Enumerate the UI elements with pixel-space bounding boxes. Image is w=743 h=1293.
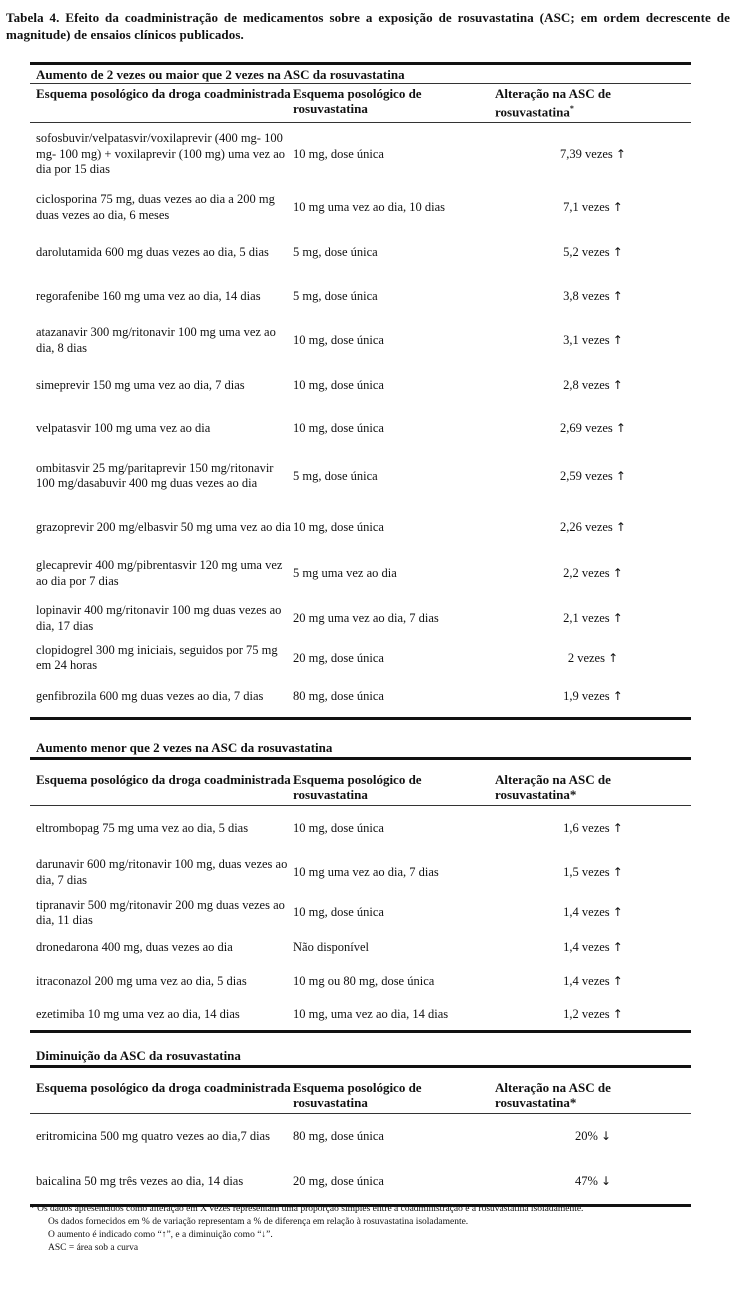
footnote-asc: ASC = área sob a curva [48, 1243, 139, 1253]
cell-drug: grazoprevir 200 mg/elbasvir 50 mg uma vez ao dia [36, 520, 291, 535]
arrow-up-icon: ↑ [612, 1007, 623, 1022]
change-value: 7,39 vezes [560, 146, 613, 161]
header-change: Alteração na ASC de rosuvastatina* [495, 772, 611, 802]
cell-dose: 20 mg, dose única [293, 1174, 384, 1189]
cell-dose: 10 mg, dose única [293, 420, 384, 435]
table-row [30, 123, 691, 185]
cell-drug: sofosbuvir/velpatasvir/voxilaprevir (400 mg- 100 mg- 100 mg) + voxilaprevir (100 mg) uma vez ao dia por 15 dias [36, 131, 285, 177]
cell-drug: lopinavir 400 mg/ritonavir 100 mg duas vezes ao dia, 17 dias [36, 603, 282, 633]
change-value: 1,4 vezes [563, 973, 610, 988]
header-dose: Esquema posológico de rosuvastatina [293, 772, 422, 802]
cell-dose: 5 mg uma vez ao dia [293, 566, 397, 581]
table-row [30, 504, 691, 551]
header-change-text: Alteração na ASC de rosuvastatina [495, 86, 611, 120]
cell-dose: 80 mg, dose única [293, 688, 384, 703]
table-row [30, 596, 691, 641]
table-row [30, 408, 691, 448]
arrow-up-icon: ↑ [612, 244, 623, 259]
change-value: 1,5 vezes [563, 864, 610, 879]
arrow-up-icon: ↑ [612, 821, 623, 836]
header-drug: Esquema posológico da droga coadministrada [36, 86, 291, 101]
cell-change [495, 1007, 691, 1023]
cell-dose: 5 mg, dose única [293, 244, 378, 259]
header-row [30, 760, 691, 805]
arrow-up-icon: ↑ [612, 333, 623, 348]
arrow-up-icon: ↑ [615, 420, 626, 435]
cell-dose: 10 mg, uma vez ao dia, 14 dias [293, 1007, 449, 1022]
cell-dose: 10 mg uma vez ao dia, 10 dias [293, 200, 446, 215]
change-value: 2 vezes [567, 650, 605, 665]
cell-dose: 80 mg, dose única [293, 1129, 384, 1144]
section-increase-2x [30, 62, 691, 720]
header-change [495, 86, 691, 119]
cell-change [495, 974, 691, 990]
cell-change [495, 333, 691, 349]
rows-section-3 [30, 1114, 691, 1204]
cell-drug: baicalina 50 mg três vezes ao dia, 14 dias [36, 1174, 244, 1189]
cell-change [495, 611, 691, 627]
cell-change [495, 200, 691, 216]
table-row [30, 230, 691, 274]
arrow-up-icon: ↑ [612, 611, 623, 626]
header-row [30, 1068, 691, 1113]
arrow-up-icon: ↑ [612, 688, 623, 703]
change-value: 2,8 vezes [563, 378, 610, 393]
cell-change [495, 378, 691, 394]
cell-change [495, 1174, 691, 1190]
cell-dose: 10 mg, dose única [293, 333, 384, 348]
cell-change [495, 865, 691, 881]
cell-drug: dronedarona 400 mg, duas vezes ao dia [36, 940, 233, 955]
change-value: 5,2 vezes [563, 244, 610, 259]
change-value: 2,2 vezes [563, 566, 610, 581]
table-row [30, 933, 691, 963]
arrow-up-icon: ↑ [612, 973, 623, 988]
cell-drug: simeprevir 150 mg uma vez ao dia, 7 dias [36, 378, 245, 393]
cell-dose: Não disponível [293, 940, 370, 955]
arrow-up-icon: ↑ [612, 378, 623, 393]
table-row [30, 1000, 691, 1030]
arrow-up-icon: ↑ [612, 940, 623, 955]
cell-dose: 10 mg, dose única [293, 378, 384, 393]
change-value: 1,2 vezes [563, 1007, 610, 1022]
cell-dose: 20 mg uma vez ao dia, 7 dias [293, 611, 439, 626]
cell-change [495, 289, 691, 305]
change-value: 2,69 vezes [560, 420, 613, 435]
cell-change [495, 689, 691, 705]
cell-drug: tipranavir 500 mg/ritonavir 200 mg duas vezes ao dia, 11 dias [36, 897, 285, 927]
header-dose: Esquema posológico de rosuvastatina [293, 1080, 422, 1110]
rows-section-1 [30, 123, 691, 717]
table-row [30, 1114, 691, 1160]
cell-dose: 10 mg, dose única [293, 146, 384, 161]
cell-drug: darolutamida 600 mg duas vezes ao dia, 5 dias [36, 244, 269, 259]
cell-change [495, 1129, 691, 1145]
arrow-up-icon: ↑ [612, 566, 623, 581]
table-row [30, 318, 691, 363]
table-row [30, 893, 691, 933]
cell-dose: 5 mg, dose única [293, 288, 378, 303]
cell-drug: ciclosporina 75 mg, duas vezes ao dia a 200 mg duas vezes ao dia, 6 meses [36, 192, 275, 222]
arrow-up-icon: ↑ [612, 288, 623, 303]
cell-change [495, 147, 691, 163]
table-row [30, 363, 691, 408]
cell-drug: glecaprevir 400 mg/pibrentasvir 120 mg uma vez ao dia por 7 dias [36, 558, 283, 588]
table-row [30, 274, 691, 318]
arrow-up-icon: ↑ [615, 146, 626, 161]
cell-drug: itraconazol 200 mg uma vez ao dia, 5 dias [36, 973, 247, 988]
change-value: 3,8 vezes [563, 288, 610, 303]
bottom-rule [30, 1030, 691, 1033]
cell-drug: genfibrozila 600 mg duas vezes ao dia, 7 dias [36, 688, 264, 703]
cell-change [495, 905, 691, 921]
arrow-up-icon: ↑ [612, 200, 623, 215]
cell-drug: atazanavir 300 mg/ritonavir 100 mg uma vez ao dia, 8 dias [36, 325, 276, 355]
header-drug: Esquema posológico da droga coadministrada [36, 1080, 291, 1095]
cell-change [495, 520, 691, 536]
section-title: Aumento menor que 2 vezes na ASC da rosuvastatina [36, 740, 333, 755]
change-value: 1,4 vezes [563, 905, 610, 920]
section-title: Diminuição da ASC da rosuvastatina [36, 1048, 241, 1063]
change-value: 7,1 vezes [563, 200, 610, 215]
footnote-arrows: O aumento é indicado como “↑”, e a diminuição como “↓”. [48, 1230, 273, 1240]
arrow-up-icon: ↑ [615, 520, 626, 535]
section-decrease [30, 1046, 691, 1207]
cell-drug: ombitasvir 25 mg/paritaprevir 150 mg/ritonavir 100 mg/dasabuvir 400 mg duas vezes ao dia [36, 460, 274, 491]
cell-dose: 20 mg, dose única [293, 650, 384, 665]
arrow-up-icon: ↑ [608, 650, 619, 665]
cell-drug: clopidogrel 300 mg iniciais, seguidos por 75 mg em 24 horas [36, 642, 278, 673]
table-row [30, 185, 691, 230]
table-caption: Tabela 4. Efeito da coadministração de medicamentos sobre a exposição de rosuvastatina (ASC; em ordem decrescente de magnitude) de ensaios clínicos publicados. [6, 10, 730, 42]
cell-drug: eltrombopag 75 mg uma vez ao dia, 5 dias [36, 821, 249, 836]
header-row [30, 84, 691, 122]
header-drug: Esquema posológico da droga coadministrada [36, 772, 291, 787]
cell-change [495, 421, 691, 437]
section-increase-less-2x [30, 738, 691, 1033]
table-row [30, 641, 691, 675]
table-row [30, 963, 691, 1000]
change-value: 3,1 vezes [563, 333, 610, 348]
change-value: 20% [574, 1129, 598, 1144]
header-change: Alteração na ASC de rosuvastatina* [495, 1080, 611, 1110]
cell-change [495, 245, 691, 261]
arrow-up-icon: ↑ [612, 864, 623, 879]
table-row [30, 448, 691, 504]
table-row [30, 551, 691, 596]
arrow-down-icon: ↓ [600, 1174, 612, 1189]
footnote-ratio: * Os dados apresentados como alteração em X vezes representam uma proporção simples entre a coadministração e a rosuvastatina isoladamente. [30, 1204, 584, 1214]
cell-dose: 10 mg, dose única [293, 520, 384, 535]
change-value: 1,9 vezes [563, 688, 610, 703]
cell-drug: ezetimiba 10 mg uma vez ao dia, 14 dias [36, 1007, 240, 1022]
table-row [30, 806, 691, 852]
cell-change [495, 821, 691, 837]
table-row [30, 852, 691, 893]
cell-drug: regorafenibe 160 mg uma vez ao dia, 14 dias [36, 288, 261, 303]
change-value: 2,1 vezes [563, 611, 610, 626]
arrow-up-icon: ↑ [615, 468, 626, 483]
rows-section-2 [30, 806, 691, 1030]
header-change-sup: * [569, 104, 574, 113]
footnote-percent: Os dados fornecidos em % de variação representam a % de diferença em relação à rosuvastatina isoladamente. [48, 1217, 469, 1227]
cell-drug: eritromicina 500 mg quatro vezes ao dia,7 dias [36, 1129, 270, 1144]
footnotes [30, 1203, 730, 1255]
cell-drug: velpatasvir 100 mg uma vez ao dia [36, 420, 211, 435]
cell-dose: 5 mg, dose única [293, 468, 378, 483]
table-row [30, 1160, 691, 1204]
change-value: 1,6 vezes [563, 821, 610, 836]
change-value: 2,26 vezes [560, 520, 613, 535]
cell-change [495, 651, 691, 667]
cell-change [495, 469, 691, 485]
cell-dose: 10 mg uma vez ao dia, 7 dias [293, 864, 439, 879]
arrow-down-icon: ↓ [600, 1129, 612, 1144]
arrow-up-icon: ↑ [612, 905, 623, 920]
change-value: 1,4 vezes [563, 940, 610, 955]
cell-change [495, 566, 691, 582]
bottom-rule [30, 717, 691, 720]
cell-dose: 10 mg ou 80 mg, dose única [293, 973, 435, 988]
change-value: 2,59 vezes [560, 468, 613, 483]
header-dose: Esquema posológico de rosuvastatina [293, 86, 422, 116]
cell-dose: 10 mg, dose única [293, 905, 384, 920]
section-title: Aumento de 2 vezes ou maior que 2 vezes na ASC da rosuvastatina [36, 67, 405, 82]
cell-dose: 10 mg, dose única [293, 821, 384, 836]
cell-drug: darunavir 600 mg/ritonavir 100 mg, duas vezes ao dia, 7 dias [36, 857, 288, 887]
change-value: 47% [574, 1174, 598, 1189]
table-row [30, 675, 691, 717]
cell-change [495, 940, 691, 956]
